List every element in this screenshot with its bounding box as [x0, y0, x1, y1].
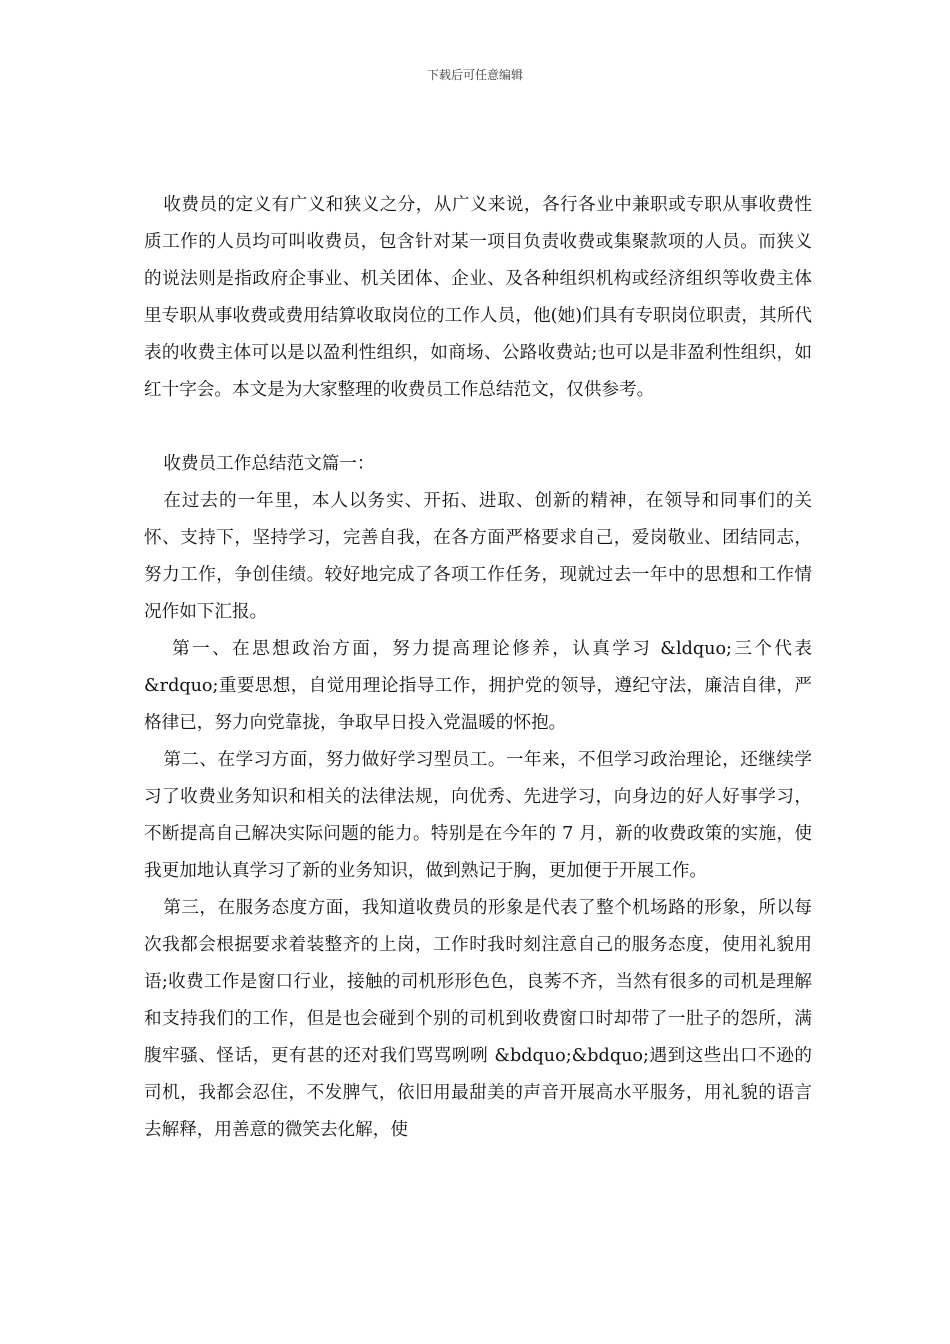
intro-paragraph: 收费员的定义有广义和狭义之分，从广义来说，各行各业中兼职或专职从事收费性质工作的人员均可叫收费员，包含针对某一项目负责收费或集聚款项的人员。而狭义的说法则是指政府企事业、机关团体、企业、及各种组织机构或经济组织等收费主体里专职从事收费或费用结算收取岗位的工作人员，他(她)们具有专职岗位职责，其所代表的收费主体可以是以盈利性组织，如商场、公路收费站;也可以是非盈利性组织，如红十字会。本文是为大家整理的收费员工作总结范文，仅供参考。: [144, 195, 812, 400]
section-heading: 收费员工作总结范文篇一：: [163, 454, 375, 474]
body-paragraph: 在过去的一年里，本人以务实、开拓、进取、创新的精神，在领导和同事们的关怀、支持下，坚持学习，完善自我，在各方面严格要求自己，爱岗敬业、团结同志，努力工作，争创佳绩。较好地完成了各项工作任务，现就过去一年中的思想和工作情况作如下汇报。: [144, 491, 812, 622]
header-note: 下载后可任意编辑: [426, 68, 523, 82]
document-body: [144, 187, 812, 1149]
body-paragraph: 第一、在思想政治方面，努力提高理论修养，认真学习 &ldquo;三个代表 &rdquo;重要思想，自觉用理论指导工作，拥护党的领导，遵纪守法，廉洁自律，严格律已，努力向党靠拢，争取早日投入党温暖的怀抱。: [144, 639, 812, 733]
body-paragraph: 第二、在学习方面，努力做好学习型员工。一年来，不但学习政治理论，还继续学习了收费业务知识和相关的法律法规，向优秀、先进学习，向身边的好人好事学习，不断提高自己解决实际问题的能力。特别是在今年的 7 月，新的收费政策的实施，使我更加地认真学习了新的业务知识，做到熟记于胸，更加便于开展工作。: [144, 750, 812, 881]
body-paragraph: 第三，在服务态度方面，我知道收费员的形象是代表了整个机场路的形象，所以每次我都会根据要求着装整齐的上岗，工作时我时刻注意自己的服务态度，使用礼貌用语;收费工作是窗口行业，接触的司机形形色色，良莠不齐，当然有很多的司机是理解和支持我们的工作，但是也会碰到个别的司机到收费窗口时却带了一肚子的怨所，满腹牢骚、怪话，更有甚的还对我们骂骂咧咧 &bdquo;&bdquo;遇到这些出口不逊的司机，我都会忍住，不发脾气，依旧用最甜美的声音开展高水平服务，用礼貌的语言去解释，用善意的微笑去化解，使: [144, 898, 812, 1140]
